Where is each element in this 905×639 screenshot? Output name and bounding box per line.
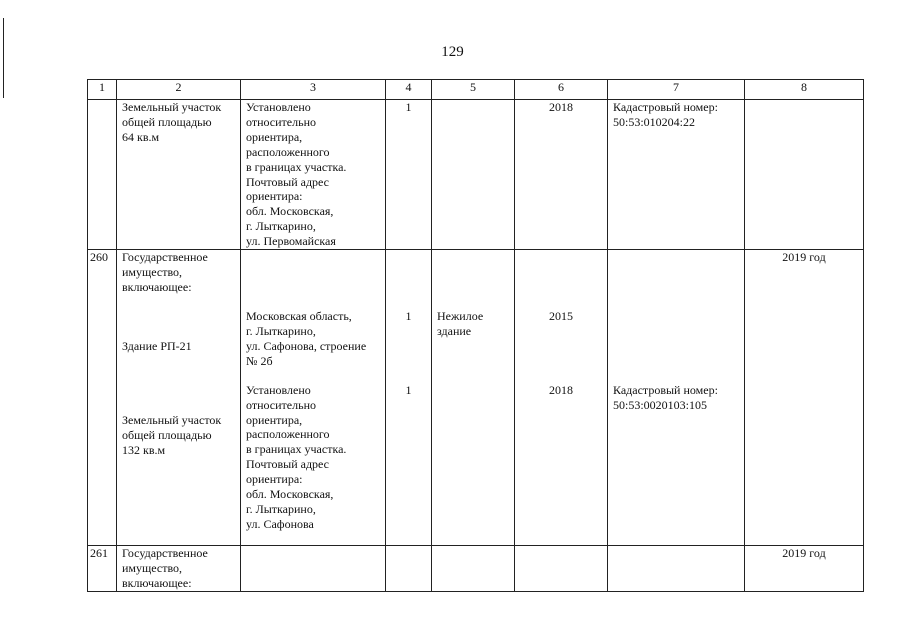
header-cell-5: 5 xyxy=(432,80,515,100)
cell-kind: Нежилое здание xyxy=(432,250,515,546)
table-row-261 xyxy=(88,546,864,592)
header-cell-8: 8 xyxy=(745,80,864,100)
cell-note xyxy=(608,546,745,592)
cell-address xyxy=(241,546,386,592)
cell-year xyxy=(515,546,608,592)
cell-address: Московская область, г. Лыткарино, ул. Сафонова, строение № 2б Установлено относительно ориентира, расположенного в границах участка. Почтовый адрес ориентира: обл. Московская, г. Лыткарино, ул. Сафонова xyxy=(241,250,386,546)
cell-num: 260 xyxy=(88,250,117,546)
header-cell-6: 6 xyxy=(515,80,608,100)
cell-name: Земельный участок общей площадью 64 кв.м xyxy=(117,100,241,250)
cell-year: 2015 2018 xyxy=(515,250,608,546)
registry-table xyxy=(87,79,864,592)
cell-address: Установлено относительно ориентира, расположенного в границах участка. Почтовый адрес ориентира: обл. Московская, г. Лыткарино, ул. Первомайская xyxy=(241,100,386,250)
item-name: Здание РП-21 xyxy=(122,338,192,353)
cell-year: 2018 xyxy=(515,100,608,250)
cell-qty xyxy=(386,546,432,592)
cell-col8-year: 2019 год xyxy=(745,546,864,592)
cell-kind xyxy=(432,546,515,592)
table-row-260 xyxy=(88,250,864,546)
cell-col8-year: 2019 год xyxy=(745,250,864,546)
page-number: 129 xyxy=(441,44,464,60)
header-cell-3: 3 xyxy=(241,80,386,100)
cell-num xyxy=(88,100,117,250)
cell-name: Государственное имущество, включающее: xyxy=(117,546,241,592)
table-row-continued xyxy=(88,100,864,250)
header-cell-4: 4 xyxy=(386,80,432,100)
header-row xyxy=(88,80,864,100)
cell-qty: 1 xyxy=(386,100,432,250)
cell-qty: 1 1 xyxy=(386,250,432,546)
cell-num: 261 xyxy=(88,546,117,592)
cell-note: Кадастровый номер: 50:53:0020103:105 xyxy=(608,250,745,546)
cell-name: Государственное имущество, включающее: Здание РП-21 Земельный участок общей площадью 132 кв.м xyxy=(117,250,241,546)
cell-col8 xyxy=(745,100,864,250)
header-cell-7: 7 xyxy=(608,80,745,100)
cell-kind xyxy=(432,100,515,250)
header-cell-2: 2 xyxy=(117,80,241,100)
header-cell-1: 1 xyxy=(88,80,117,100)
cell-note: Кадастровый номер: 50:53:010204:22 xyxy=(608,100,745,250)
